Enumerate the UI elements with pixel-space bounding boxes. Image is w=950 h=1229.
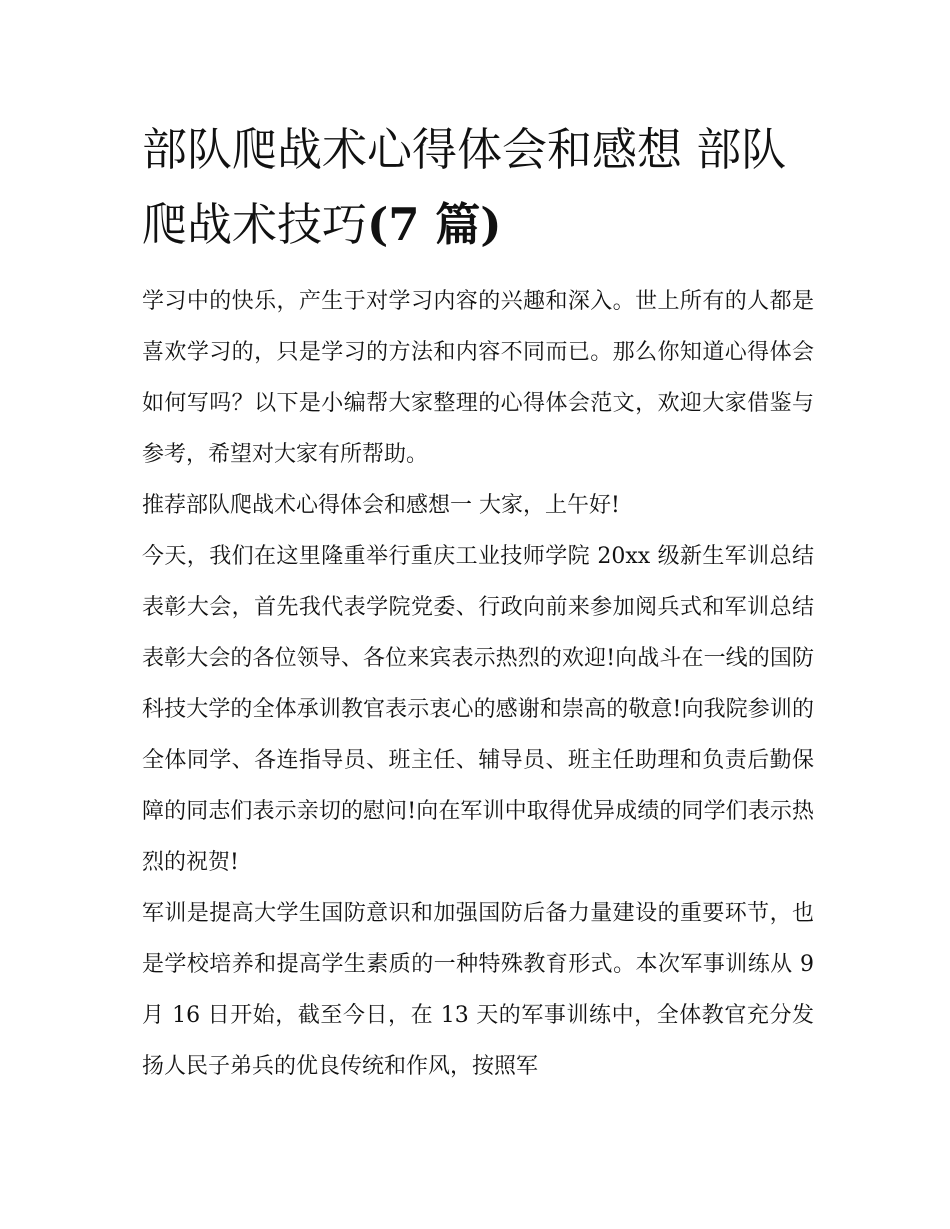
paragraph-speech-opening: 今天，我们在这里隆重举行重庆工业技师学院 20xx 级新生军训总结表彰大会，首先我代表学院党委、行政向前来参加阅兵式和军训总结表彰大会的各位领导、各位来宾表示热烈的欢迎!向战斗在一线的国防科技大学的全体承训教官表示衷心的感谢和崇高的敬意!向我院参训的全体同学、各连指导员、班主任、辅导员、班主任助理和负责后勤保障的同志们表示亲切的慰问!向在军训中取得优异成绩的同学们表示热烈的祝贺! [142, 544, 814, 875]
document-body [142, 112, 814, 1092]
title-main: 部队爬战术心得体会和感想 部队爬战术技巧 [142, 123, 787, 251]
title-suffix: (7 篇) [367, 198, 502, 251]
paragraph-recommend-heading: 推荐部队爬战术心得体会和感想一 大家，上午好! [142, 493, 620, 518]
document-title [142, 112, 814, 262]
paragraph-intro: 学习中的快乐，产生于对学习内容的兴趣和深入。世上所有的人都是喜欢学习的，只是学习的方法和内容不同而已。那么你知道心得体会如何写吗？以下是小编帮大家整理的心得体会范文，欢迎大家借鉴与参考，希望对大家有所帮助。 [142, 289, 814, 467]
paragraph-military-training: 军训是提高大学生国防意识和加强国防后备力量建设的重要环节，也是学校培养和提高学生素质的一种特殊教育形式。本次军事训练从 9 月 16 日开始，截至今日，在 13 天的军事训练中，全体教官充分发扬人民子弟兵的优良传统和作风，按照军 [142, 901, 814, 1079]
